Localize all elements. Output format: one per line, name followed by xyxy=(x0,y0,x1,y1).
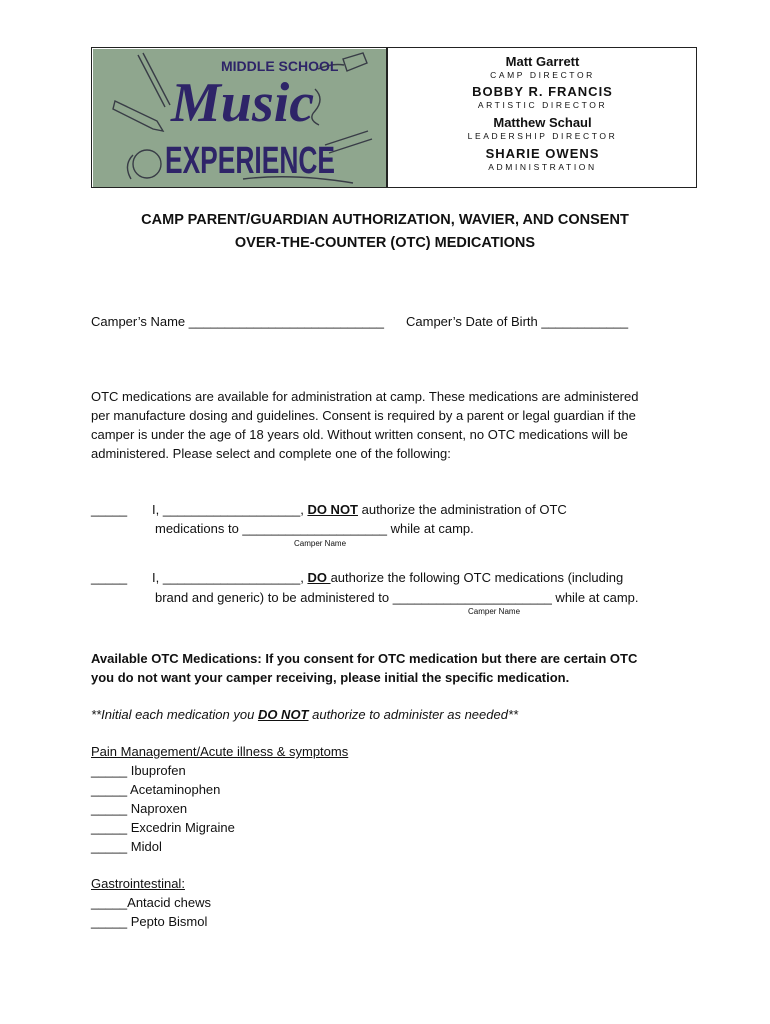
logo-line1: MIDDLE SCHOOL xyxy=(221,58,339,74)
camp-logo xyxy=(93,49,387,187)
option2-statement xyxy=(152,568,623,587)
staff-name-2: BOBBY R. FRANCIS xyxy=(472,84,613,99)
staff-name-1: Matt Garrett xyxy=(505,54,580,69)
gastro-section xyxy=(91,874,211,931)
initial-note-suffix: authorize to administer as needed** xyxy=(308,707,519,722)
initial-note-emphasis: DO NOT xyxy=(257,707,309,722)
medication-item-midol[interactable]: _____ Midol xyxy=(91,839,162,854)
logo-line2: Music xyxy=(171,72,315,134)
medication-item-pepto[interactable]: _____ Pepto Bismol xyxy=(91,914,208,929)
pain-section xyxy=(91,742,348,856)
logo-line3: EXPERIENCE xyxy=(165,140,335,182)
form-title-line2: OVER-THE-COUNTER (OTC) MEDICATIONS xyxy=(234,235,536,251)
section-heading: Pain Management/Acute illness & symptoms xyxy=(91,744,349,759)
intro-line: OTC medications are available for administration at camp. These medications are administered xyxy=(91,389,639,404)
music-instruments-illustration xyxy=(93,49,387,187)
option2-prefix: I, ___________________, xyxy=(152,570,308,585)
option2-suffix: authorize the following OTC medications (including xyxy=(330,570,624,585)
staff-name-3: Matthew Schaul xyxy=(493,115,592,130)
option2-emphasis: DO xyxy=(307,570,331,585)
option1-line2: medications to ____________________ while at camp. xyxy=(155,521,474,536)
option2-select-blank[interactable]: _____ xyxy=(91,570,128,585)
staff-role-1: CAMP DIRECTOR xyxy=(490,70,595,80)
intro-line: administered. Please select and complete one of the following: xyxy=(91,446,451,461)
staff-role-3: LEADERSHIP DIRECTOR xyxy=(467,131,618,141)
campers-name-field[interactable]: Camper’s Name ___________________________ xyxy=(91,314,384,329)
initial-note xyxy=(91,705,518,724)
intro-line: per manufacture dosing and guidelines. Consent is required by a parent or legal guardian if the xyxy=(91,408,636,423)
medication-item-ibuprofen[interactable]: _____ Ibuprofen xyxy=(91,763,186,778)
section-heading: Gastrointestinal: xyxy=(91,876,185,891)
staff-role-4: ADMINISTRATION xyxy=(488,162,597,172)
initial-note-prefix: **Initial each medication you xyxy=(91,707,258,722)
option1-caption: Camper Name xyxy=(294,539,347,548)
option2-caption: Camper Name xyxy=(468,607,521,616)
medication-item-acetaminophen[interactable]: _____ Acetaminophen xyxy=(91,782,221,797)
option1-statement xyxy=(152,500,567,519)
available-heading-line: Available OTC Medications: If you consent for OTC medication but there are certain OTC xyxy=(91,651,638,666)
medication-item-excedrin[interactable]: _____ Excedrin Migraine xyxy=(91,820,235,835)
option1-suffix: authorize the administration of OTC xyxy=(358,502,567,517)
option1-prefix: I, ___________________, xyxy=(152,502,308,517)
intro-line: camper is under the age of 18 years old. Without written consent, no OTC medications will be xyxy=(91,427,628,442)
medication-item-naproxen[interactable]: _____ Naproxen xyxy=(91,801,188,816)
staff-role-2: ARTISTIC DIRECTOR xyxy=(477,100,608,110)
available-heading xyxy=(91,649,637,687)
staff-name-4: SHARIE OWENS xyxy=(485,146,600,161)
option1-select-blank[interactable]: _____ xyxy=(91,502,128,517)
campers-dob-field[interactable]: Camper’s Date of Birth ____________ xyxy=(406,314,629,329)
medication-item-antacid[interactable]: _____Antacid chews xyxy=(91,895,211,910)
form-title-line1: CAMP PARENT/GUARDIAN AUTHORIZATION, WAVIER, AND CONSENT xyxy=(141,212,629,228)
option1-emphasis: DO NOT xyxy=(307,502,358,517)
option2-line2: brand and generic) to be administered to ______________________ while at camp. xyxy=(155,590,639,605)
available-heading-line: you do not want your camper receiving, please initial the specific medication. xyxy=(91,670,570,685)
intro-paragraph xyxy=(91,387,691,463)
